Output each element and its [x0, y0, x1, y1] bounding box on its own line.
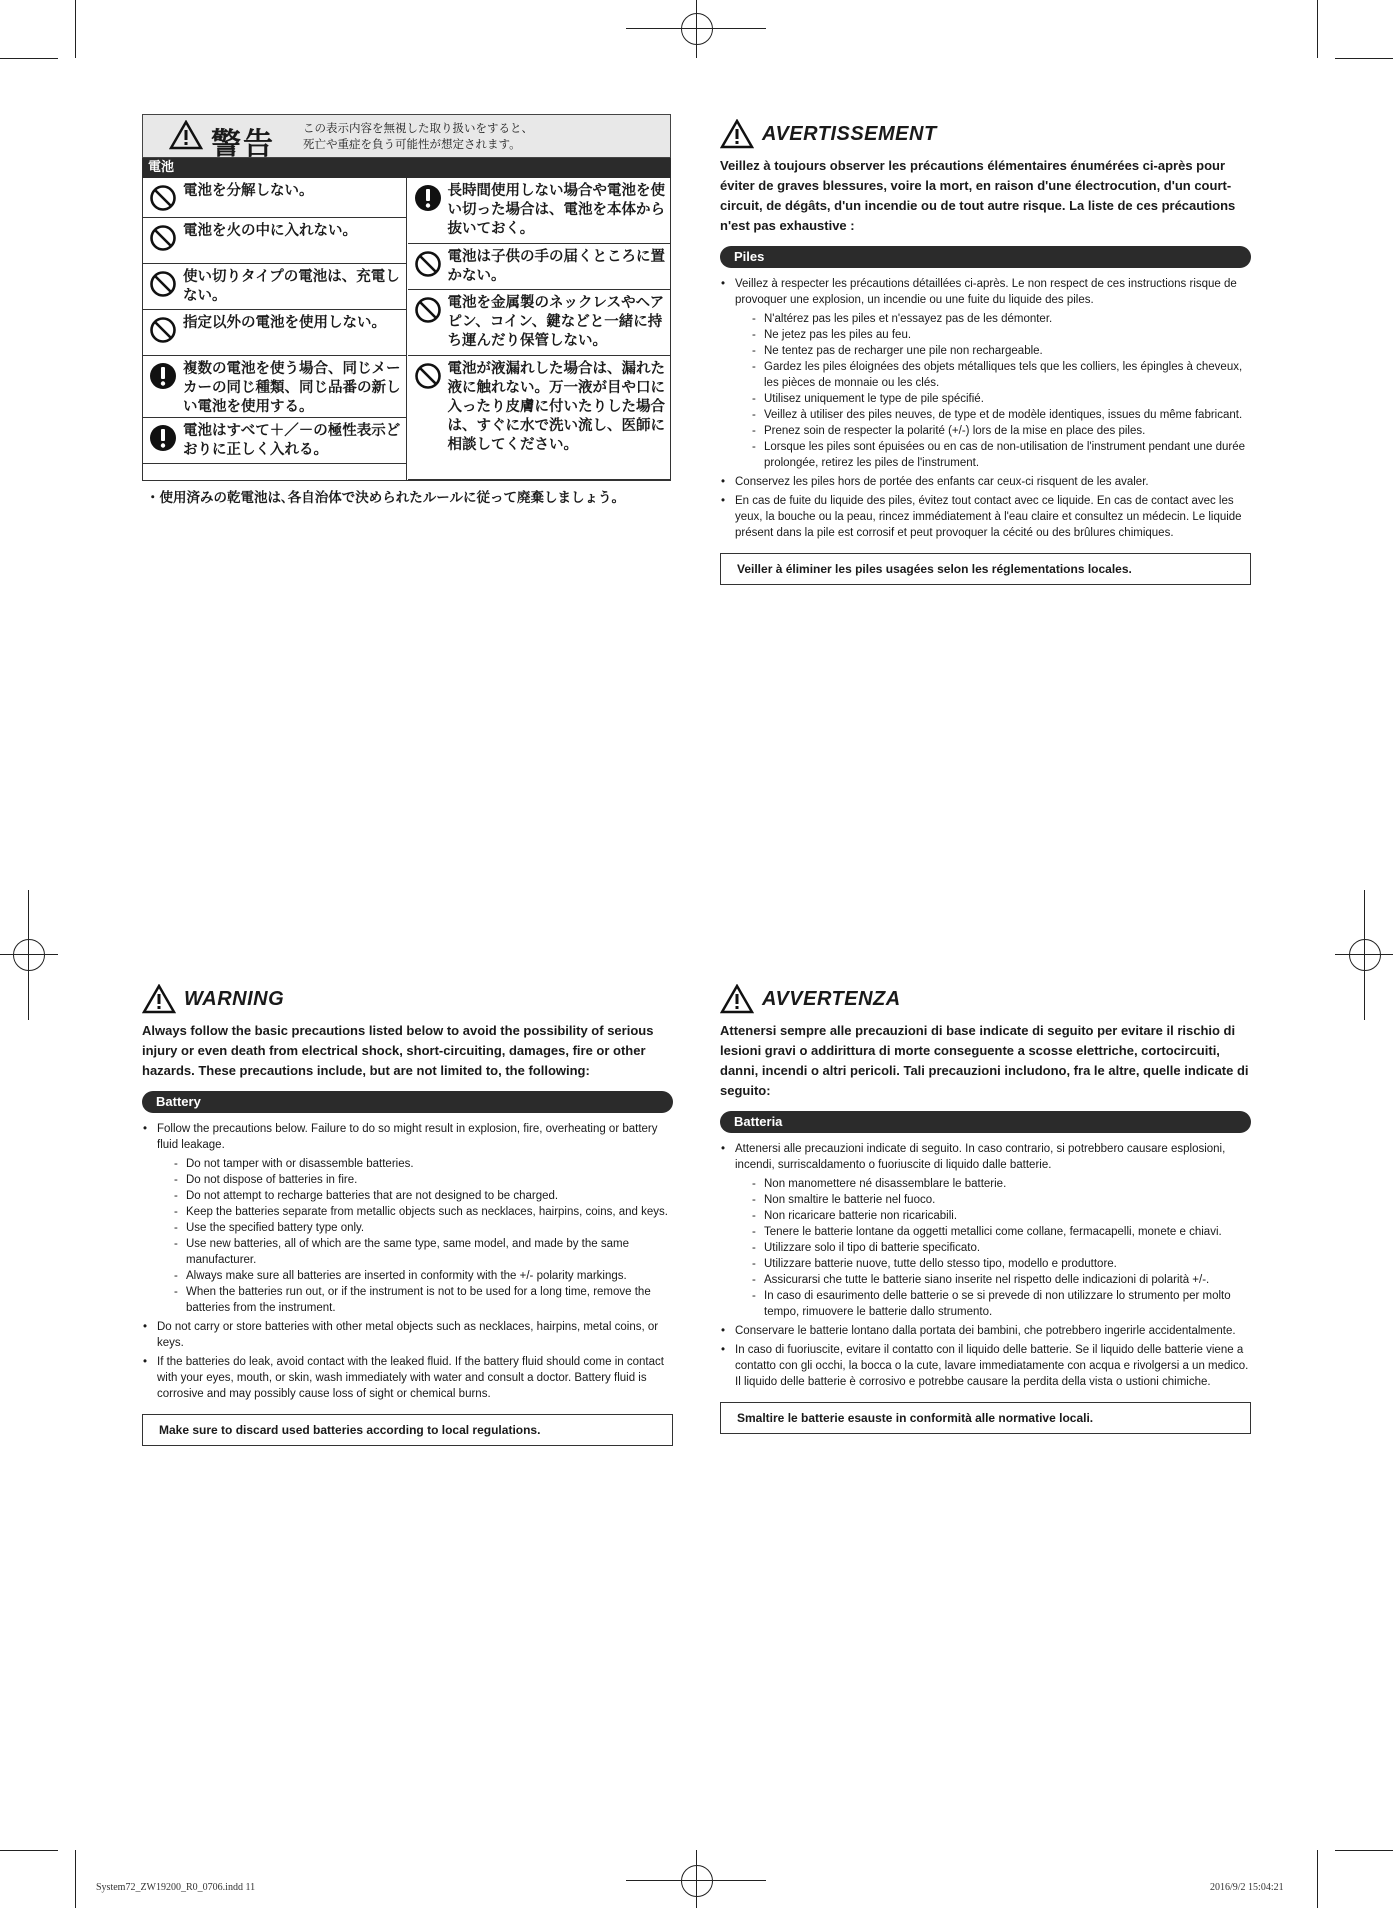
warning-row-text: 複数の電池を使う場合、同じメーカーの同じ種類、同じ品番の新しい電池を使用する。: [183, 361, 401, 415]
japanese-warning-header: [142, 114, 671, 162]
warning-row-icon: [408, 178, 448, 243]
list-item: - Assicurarsi che tutte le batterie siano inserite nel rispetto delle indicazioni di polarità +/-.: [735, 1272, 1251, 1288]
prohibition-icon: [149, 270, 177, 298]
list-item: - Tenere le batterie lontane da oggetti metallici come collane, fermacapelli, monete e chiavi.: [735, 1224, 1251, 1240]
list-item: - Do not dispose of batteries in fire.: [157, 1172, 673, 1188]
japanese-category-bar: 電池: [142, 158, 671, 178]
italian-disposal-box: Smaltire le batterie esauste in conformità alle normative locali.: [720, 1402, 1251, 1434]
warning-row: [143, 418, 406, 464]
warning-row: [143, 310, 406, 356]
italian-precaution-list: [720, 1141, 1251, 1390]
list-item: • En cas de fuite du liquide des piles, évitez tout contact avec ce liquide. En cas de contact avec les yeux, la bouche ou la peau, rincez immédiatement à l'eau claire et consultez un médecin. Le liquide présent dans la pile est corrosif et peut provoquer la cécité ou des brûlures chimiques.: [720, 493, 1251, 541]
japanese-warning-panel: [142, 114, 671, 481]
warning-row-icon: [143, 178, 183, 217]
prohibition-icon: [414, 296, 442, 324]
japanese-right-column: [408, 178, 671, 480]
list-item: - In caso di esaurimento delle batterie o se si prevede di non utilizzare lo strumento per molto tempo, rimuovere le batterie dallo strumento.: [735, 1288, 1251, 1320]
french-intro: Veillez à toujours observer les précautions élémentaires énumérées ci-après pour éviter de graves blessures, voire la mort, en raison d'une électrocution, d'un court-circuit, de dégâts, d'un incendie ou de tout autre risque. La liste de ces précautions n'est pas exhaustive :: [720, 158, 1236, 233]
warning-triangle-icon: [142, 984, 176, 1014]
english-title: WARNING: [184, 987, 285, 1010]
japanese-warning-subtitle: この表示内容を無視した取り扱いをすると、 死亡や重症を負う可能性が想定されます。: [303, 121, 533, 151]
list-item: - Keep the batteries separate from metallic objects such as necklaces, hairpins, coins, and keys.: [157, 1204, 673, 1220]
list-item: - Lorsque les piles sont épuisées ou en cas de non-utilisation de l'instrument pendant une durée prolongée, retirez les piles de l'instrument.: [735, 439, 1251, 471]
warning-row-text: 電池を分解しない。: [183, 183, 314, 199]
list-item: - Prenez soin de respecter la polarité (+/-) lors de la mise en place des piles.: [735, 423, 1251, 439]
list-item: • Do not carry or store batteries with other metal objects such as necklaces, hairpins, metal coins, or keys.: [142, 1319, 673, 1351]
japanese-disposal-note: ・使用済みの乾電池は､各自治体で決められたルールに従って廃棄しましょう。: [146, 490, 625, 506]
list-item: • Attenersi alle precauzioni indicate di seguito. In caso contrario, si potrebbero causare esplosioni, incendi, surriscaldamento o fuoriuscite di liquido dalle batterie. - Non manomettere né disassemblare le batterie. - Non smaltire le batterie nel fuoco. - Non ricaricare batterie non ricaricabili. - Tenere le batterie lontane da oggetti metallici come collane, fermacapelli, monete e chiavi. - Utilizzare solo il tipo di batterie specificato. - Utilizzare batterie nuove, tutte dello stesso tipo, modello e produttore. - Assicurarsi che tutte le batterie siano inserite nel rispetto delle indicazioni di polarità +/-. - In caso di esaurimento delle batterie o se si prevede di non utilizzare lo strumento per molto tempo, rimuovere le batterie dallo strumento.: [720, 1141, 1251, 1320]
warning-row-icon: [143, 418, 183, 463]
french-precaution-list: [720, 276, 1251, 541]
english-disposal-box: Make sure to discard used batteries according to local regulations.: [142, 1414, 673, 1446]
list-item: - N'altérez pas les piles et n'essayez pas de les démonter.: [735, 311, 1251, 327]
list-item: • Conservare le batterie lontano dalla portata dei bambini, che potrebbero ingerirle accidentalmente.: [720, 1323, 1251, 1339]
french-title: AVERTISSEMENT: [762, 122, 937, 145]
list-item: • Follow the precautions below. Failure to do so might result in explosion, fire, overheating or battery fluid leakage. - Do not tamper with or disassemble batteries. - Do not dispose of batteries in fire. - Do not attempt to recharge batteries that are not designed to be charged. - Keep the batteries separate from metallic objects such as necklaces, hairpins, coins, and keys. - Use the specified battery type only. - Use new batteries, all of which are the same type, same model, and made by the same manufacturer. - Always make sure all batteries are inserted in conformity with the +/- polarity markings. - When the batteries run out, or if the instrument is not to be used for a long time, remove the batteries from the instrument.: [142, 1121, 673, 1316]
list-item: • Conservez les piles hors de portée des enfants car ceux-ci risquent de les avaler.: [720, 474, 1251, 490]
japanese-warning-title: 警告: [211, 127, 275, 162]
english-title-row: [142, 981, 673, 1017]
list-item: • If the batteries do leak, avoid contact with the leaked fluid. If the battery fluid should come in contact with your eyes, mouth, or skin, wash immediately with water and consult a doctor. Battery fluid is corrosive and may possibly cause loss of sight or chemical burns.: [142, 1354, 673, 1402]
footer-timestamp: 2016/9/2 15:04:21: [1210, 1882, 1284, 1893]
prohibition-icon: [149, 184, 177, 212]
french-category-pill: Piles: [720, 246, 1251, 268]
list-item: - Non manomettere né disassemblare le batterie.: [735, 1176, 1251, 1192]
list-item: - Use new batteries, all of which are the same type, same model, and made by the same manufacturer.: [157, 1236, 673, 1268]
warning-row-text: 電池を火の中に入れない。: [183, 223, 357, 239]
warning-row: [408, 356, 671, 480]
list-item: - Non ricaricare batterie non ricaricabili.: [735, 1208, 1251, 1224]
list-item: - When the batteries run out, or if the instrument is not to be used for a long time, remove the batteries from the instrument.: [157, 1284, 673, 1316]
italian-title: AVVERTENZA: [762, 987, 901, 1010]
english-precaution-list: [142, 1121, 673, 1402]
warning-row: [143, 356, 406, 418]
french-disposal-box: Veiller à éliminer les piles usagées selon les réglementations locales.: [720, 553, 1251, 585]
warning-row: [143, 264, 406, 310]
list-item: - Use the specified battery type only.: [157, 1220, 673, 1236]
warning-row-text: 長時間使用しない場合や電池を使い切った場合は、電池を本体から抜いておく。: [447, 183, 665, 237]
warning-row-icon: [408, 290, 448, 355]
prohibition-icon: [414, 362, 442, 390]
italian-dash-list: [735, 1176, 1251, 1320]
italian-intro: Attenersi sempre alle precauzioni di base indicate di seguito per evitare il rischio di lesioni gravi o addirittura di morte conseguente a scosse elettriche, cortocircuiti, danni, incendi o altri pericoli. Tali precauzioni includono, fra le altre, quelle indicate di seguito:: [720, 1023, 1249, 1098]
list-item: - Do not tamper with or disassemble batteries.: [157, 1156, 673, 1172]
english-section: [142, 981, 673, 1446]
warning-row-text: 電池を金属製のネックレスやヘアピン、コイン、鍵などと一緒に持ち運んだり保管しない。: [447, 295, 665, 349]
list-item: - Utilizzare solo il tipo di batterie specificato.: [735, 1240, 1251, 1256]
warning-row-icon: [143, 310, 183, 355]
warning-row-icon: [408, 356, 448, 479]
italian-section: [720, 981, 1251, 1434]
footer-file-name: System72_ZW19200_R0_0706.indd 11: [96, 1882, 256, 1893]
list-item: • Veillez à respecter les précautions détaillées ci-après. Le non respect de ces instructions risque de provoquer une explosion, un incendie ou une fuite du liquide des piles. - N'altérez pas les piles et n'essayez pas de les démonter. - Ne jetez pas les piles au feu. - Ne tentez pas de recharger une pile non rechargeable. - Gardez les piles éloignées des objets métalliques tels que les colliers, les épingles à cheveux, les pièces de monnaie ou les clés. - Utilisez uniquement le type de pile spécifié. - Veillez à utiliser des piles neuves, de type et de modèle identiques, issues du même fabricant. - Prenez soin de respecter la polarité (+/-) lors de la mise en place des piles. - Lorsque les piles sont épuisées ou en cas de non-utilisation de l'instrument pendant une durée prolongée, retirez les piles de l'instrument.: [720, 276, 1251, 471]
list-item: - Always make sure all batteries are inserted in conformity with the +/- polarity markings.: [157, 1268, 673, 1284]
english-intro: Always follow the basic precautions listed below to avoid the possibility of serious injury or even death from electrical shock, short-circuiting, damages, fire or other hazards. These precautions include, but are not limited to, the following:: [142, 1023, 654, 1078]
warning-row-icon: [143, 218, 183, 263]
warning-row: [408, 290, 671, 356]
list-item: - Ne jetez pas les piles au feu.: [735, 327, 1251, 343]
prohibition-icon: [414, 250, 442, 278]
list-item: - Do not attempt to recharge batteries that are not designed to be charged.: [157, 1188, 673, 1204]
list-item: - Utilisez uniquement le type de pile spécifié.: [735, 391, 1251, 407]
list-item: • In caso di fuoriuscite, evitare il contatto con il liquido delle batterie. Se il liquido delle batterie viene a contatto con gli occhi, la bocca o la cute, lavare immediatamente con acqua e rivolgersi a un medico. Il liquido delle batterie è corrosivo e potrebbe causare la perdita della vista o ustioni chimiche.: [720, 1342, 1251, 1390]
list-item: - Non smaltire le batterie nel fuoco.: [735, 1192, 1251, 1208]
french-dash-list: [735, 311, 1251, 471]
list-item: - Veillez à utiliser des piles neuves, de type et de modèle identiques, issues du même fabricant.: [735, 407, 1251, 423]
list-item: - Gardez les piles éloignées des objets métalliques tels que les colliers, les épingles à cheveux, les pièces de monnaie ou les clés.: [735, 359, 1251, 391]
warning-row-text: 使い切りタイプの電池は、充電しない。: [183, 269, 400, 304]
mandatory-action-icon: [149, 362, 177, 390]
list-item: - Utilizzare batterie nuove, tutte dello stesso tipo, modello e produttore.: [735, 1256, 1251, 1272]
warning-row: [408, 244, 671, 290]
warning-row: [143, 178, 406, 218]
english-dash-list: [157, 1156, 673, 1316]
warning-row: [408, 178, 671, 244]
japanese-left-column: [143, 178, 407, 480]
english-category-pill: Battery: [142, 1091, 673, 1113]
warning-row: [143, 218, 406, 264]
prohibition-icon: [149, 224, 177, 252]
french-section: [720, 116, 1251, 585]
italian-category-pill: Batteria: [720, 1111, 1251, 1133]
warning-row-text: 指定以外の電池を使用しない。: [183, 315, 386, 331]
warning-row-icon: [143, 264, 183, 309]
mandatory-action-icon: [149, 424, 177, 452]
warning-triangle-icon: [720, 984, 754, 1014]
prohibition-icon: [149, 316, 177, 344]
warning-row-text: 電池は子供の手の届くところに置かない。: [447, 249, 665, 284]
italian-title-row: [720, 981, 1251, 1017]
warning-triangle-icon: [720, 119, 754, 149]
warning-row-text: 電池が液漏れした場合は、漏れた液に触れない。万一液が目や口に入ったり皮膚に付いたりした場合は、すぐに水で洗い流し、医師に相談してください。: [447, 361, 665, 453]
warning-row-icon: [143, 356, 183, 417]
french-title-row: [720, 116, 1251, 152]
warning-row-text: 電池はすべて＋／－の極性表示どおりに正しく入れる。: [183, 423, 401, 458]
warning-triangle-icon: [169, 120, 203, 150]
warning-row-icon: [408, 244, 448, 289]
list-item: - Ne tentez pas de recharger une pile non rechargeable.: [735, 343, 1251, 359]
mandatory-action-icon: [414, 184, 442, 212]
